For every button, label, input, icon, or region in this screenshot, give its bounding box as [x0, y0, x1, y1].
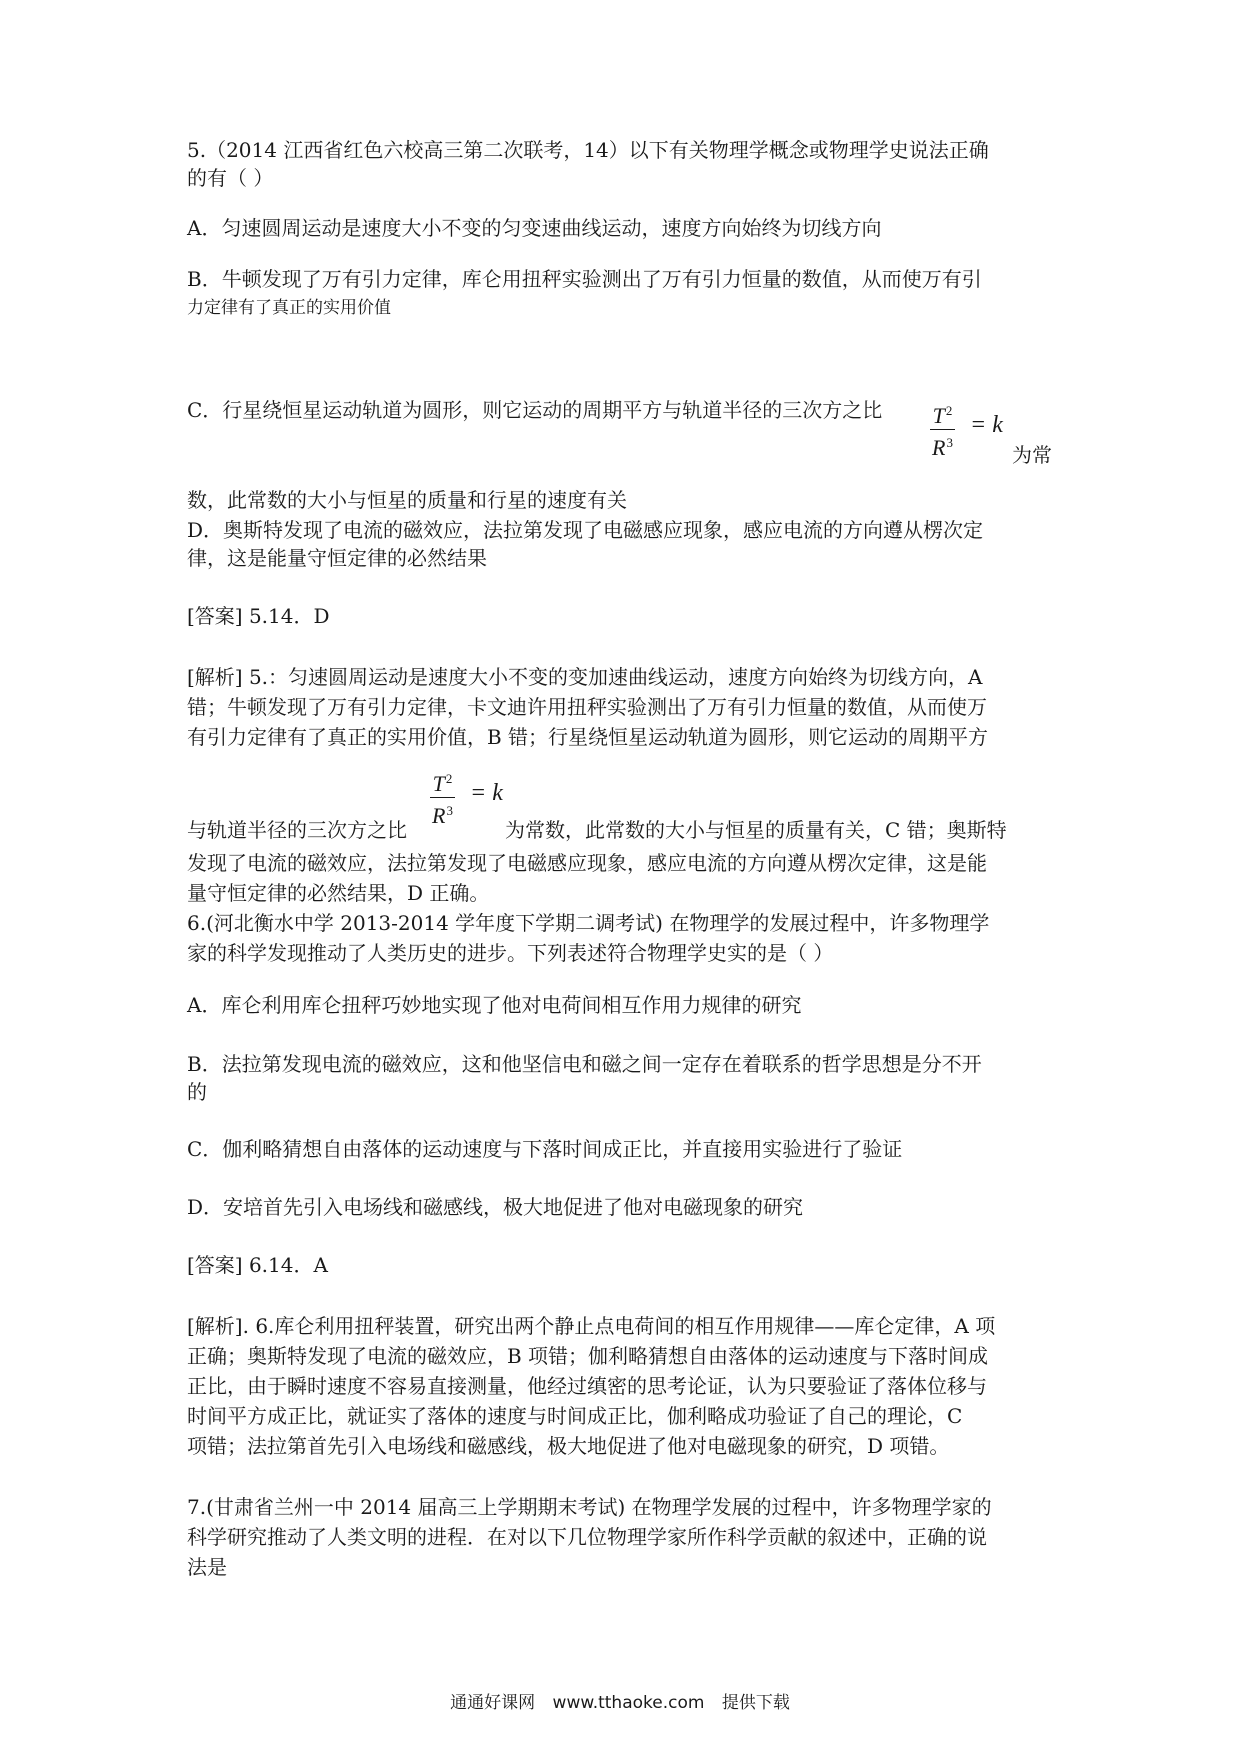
q5-option-c-line-2: 数，此常数的大小与恒星的质量和行星的速度有关	[187, 488, 627, 512]
q5-option-d-line-2: 律，这是能量守恒定律的必然结果	[187, 546, 487, 570]
q5-option-c-line-1: C．行星绕恒星运动轨道为圆形，则它运动的周期平方与轨道半径的三次方之比	[187, 398, 883, 422]
q7-stem-line-2: 科学研究推动了人类文明的进程．在对以下几位物理学家所作科学贡献的叙述中，正确的说	[187, 1525, 987, 1549]
q5-analysis-line-6: 量守恒定律的必然结果，D 正确。	[187, 881, 490, 905]
q5-analysis-line-4: 与轨道半径的三次方之比	[187, 818, 407, 842]
q7-stem-line-3: 法是	[187, 1555, 227, 1579]
footer-site-name: 通通好课网	[450, 1693, 536, 1713]
q6-stem-line-1: 6.(河北衡水中学 2013-2014 学年度下学期二调考试) 在物理学的发展过程中，许多物理学	[187, 911, 990, 935]
q6-analysis-line-4: 时间平方成正比，就证实了落体的速度与时间成正比，伽利略成功验证了自己的理论，C	[187, 1404, 963, 1428]
formula-fraction-c: $\frac{T^2}{R^3}$	[930, 398, 955, 461]
q6-option-b-line-2: 的	[187, 1080, 207, 1104]
q5-analysis-line-1: [解析] 5.：匀速圆周运动是速度大小不变的变加速曲线运动，速度方向始终为切线方向，A	[187, 665, 983, 689]
q6-analysis-line-5: 项错；法拉第首先引入电场线和磁感线，极大地促进了他对电磁现象的研究，D 项错。	[187, 1434, 950, 1458]
formula-equals-k-analysis: = k	[470, 780, 503, 806]
q5-option-b-line-1: B．牛顿发现了万有引力定律，库仑用扭秤实验测出了万有引力恒量的数值，从而使万有引	[187, 267, 982, 291]
q5-analysis-line-2: 错；牛顿发现了万有引力定律，卡文迪许用扭秤实验测出了万有引力恒量的数值，从而使万	[187, 695, 987, 719]
q6-analysis-line-2: 正确；奥斯特发现了电流的磁效应，B 项错；伽利略猜想自由落体的运动速度与下落时间成	[187, 1344, 989, 1368]
q5-stem-line-1: 5.（2014 江西省红色六校高三第二次联考，14）以下有关物理学概念或物理学史说法正确	[187, 138, 989, 162]
page-footer	[0, 1688, 1240, 1713]
q5-option-a: A．匀速圆周运动是速度大小不变的匀变速曲线运动，速度方向始终为切线方向	[187, 216, 882, 240]
q5-option-c-tail: 为常	[1012, 443, 1052, 467]
q7-stem-line-1: 7.(甘肃省兰州一中 2014 届高三上学期期末考试) 在物理学发展的过程中，许多物理学家的	[187, 1495, 992, 1519]
q5-stem-line-2: 的有（ ）	[187, 166, 274, 190]
footer-note: 提供下载	[721, 1693, 790, 1713]
formula-fraction-analysis: $\frac{T^2}{R^3}$	[430, 766, 455, 829]
q6-option-b-line-1: B．法拉第发现电流的磁效应，这和他坚信电和磁之间一定存在着联系的哲学思想是分不开	[187, 1052, 982, 1076]
formula-equals-k-c: = k	[970, 412, 1003, 438]
q6-answer: [答案] 6.14．A	[187, 1253, 328, 1277]
q5-option-d-line-1: D．奥斯特发现了电流的磁效应，法拉第发现了电磁感应现象，感应电流的方向遵从楞次定	[187, 518, 984, 542]
q6-analysis-line-3: 正比，由于瞬时速度不容易直接测量，他经过缜密的思考论证，认为只要验证了落体位移与	[187, 1374, 987, 1398]
q6-option-c: C．伽利略猜想自由落体的运动速度与下落时间成正比，并直接用实验进行了验证	[187, 1137, 903, 1161]
q6-analysis-line-1: [解析]. 6.库仑利用扭秤装置，研究出两个静止点电荷间的相互作用规律——库仑定律，A 项	[187, 1314, 996, 1338]
q5-option-b-line-2: 力定律有了真正的实用价值	[187, 298, 391, 318]
q5-analysis-line-3: 有引力定律有了真正的实用价值，B 错；行星绕恒星运动轨道为圆形，则它运动的周期平方	[187, 725, 989, 749]
q5-answer: [答案] 5.14．D	[187, 604, 330, 628]
q6-option-d: D．安培首先引入电场线和磁感线，极大地促进了他对电磁现象的研究	[187, 1195, 804, 1219]
footer-url[interactable]: www.tthaoke.com	[552, 1693, 705, 1713]
q5-analysis-line-5: 发现了电流的磁效应，法拉第发现了电磁感应现象，感应电流的方向遵从楞次定律，这是能	[187, 851, 987, 875]
q5-analysis-line-4-tail: 为常数，此常数的大小与恒星的质量有关，C 错；奥斯特	[505, 818, 1007, 842]
q6-option-a: A．库仑利用库仑扭秤巧妙地实现了他对电荷间相互作用力规律的研究	[187, 993, 802, 1017]
q6-stem-line-2: 家的科学发现推动了人类历史的进步。下列表述符合物理学史实的是（ ）	[187, 941, 834, 965]
